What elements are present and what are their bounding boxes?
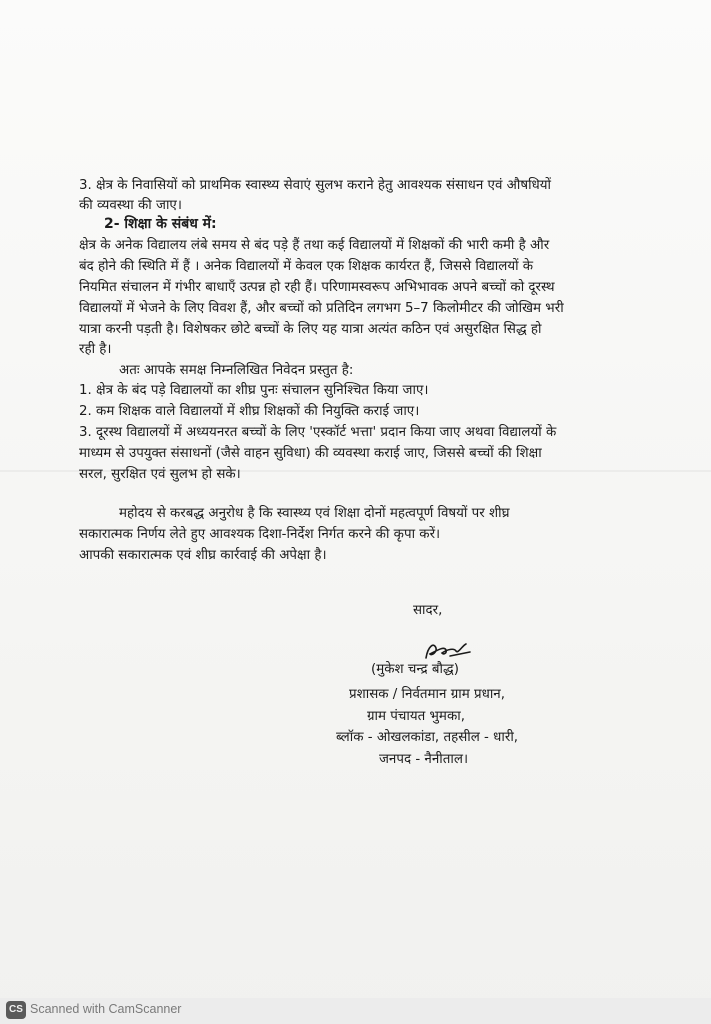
education-para-line: यात्रा करनी पड़ती है। विशेषकर छोटे बच्चों के लिए यह यात्रा अत्यंत कठिन एवं असुरक्षित सिद्ध हो [79, 322, 542, 337]
request-intro: अतः आपके समक्ष निम्नलिखित निवेदन प्रस्तुत है: [119, 363, 354, 378]
closing-para-line: आपकी सकारात्मक एवं शीघ्र कार्रवाई की अपेक्षा है। [79, 548, 327, 563]
closing-para-line: सकारात्मक निर्णय लेते हुए आवश्यक दिशा-निर्देश निर्गत करने की कृपा करें। [79, 527, 441, 542]
signatory-district: जनपद - नैनीताल। [379, 752, 469, 767]
education-para-line: रही है। [79, 342, 112, 357]
signatory-panchayat: ग्राम पंचायत भुमका, [367, 709, 465, 724]
closing-para-line: महोदय से करबद्ध अनुरोध है कि स्वास्थ्य एवं शिक्षा दोनों महत्वपूर्ण विषयों पर शीघ्र [119, 506, 510, 521]
education-heading: 2- शिक्षा के संबंध में: [104, 216, 217, 232]
education-para-line: विद्यालयों में भेजने के लिए विवश हैं, और बच्चों को प्रतिदिन लगभग 5–7 किलोमीटर की जोखिम भरी [79, 301, 564, 316]
request-item: माध्यम से उपयुक्त संसाधनों (जैसे वाहन सुविधा) की व्यवस्था कराई जाए, जिससे बच्चों की शिक्षा [79, 446, 542, 461]
request-item: 2. कम शिक्षक वाले विद्यालयों में शीघ्र शिक्षकों की नियुक्ति कराई जाए। [79, 404, 420, 419]
salutation: सादर, [413, 603, 443, 618]
request-item: 3. दूरस्थ विद्यालयों में अध्ययनरत बच्चों के लिए 'एस्कॉर्ट भत्ता' प्रदान किया जाए अथवा विद्यालयों के [79, 425, 557, 440]
signatory-block: ब्लॉक - ओखलकांडा, तहसील - धारी, [336, 730, 519, 745]
request-item: 1. क्षेत्र के बंद पड़े विद्यालयों का शीघ्र पुनः संचालन सुनिश्चित किया जाए। [79, 383, 429, 398]
education-para-line: क्षेत्र के अनेक विद्यालय लंबे समय से बंद पड़े हैं तथा कई विद्यालयों में शिक्षकों की भारी कमी है और [79, 238, 550, 253]
camscanner-label: Scanned with CamScanner [30, 1002, 182, 1016]
education-para-line: बंद होने की स्थिति में हैं । अनेक विद्यालयों में केवल एक शिक्षक कार्यरत हैं, जिससे विद्यालयों के [79, 259, 534, 274]
signatory-designation: प्रशासक / निर्वतमान ग्राम प्रधान, [349, 687, 505, 702]
education-para-line: नियमित संचालन में गंभीर बाधाएँ उत्पन्न हो रही हैं। परिणामस्वरूप अभिभावक अपने बच्चों को दूरस्थ [79, 280, 555, 295]
camscanner-logo-icon: CS [6, 1001, 26, 1019]
signatory-name: (मुकेश चन्द्र बौद्ध) [371, 662, 459, 677]
health-point-3-line-2: की व्यवस्था की जाए। [79, 198, 182, 213]
request-item: सरल, सुरक्षित एवं सुलभ हो सके। [79, 467, 241, 482]
health-point-3-line-1: 3. क्षेत्र के निवासियों को प्राथमिक स्वास्थ्य सेवाएं सुलभ कराने हेतु आवश्यक संसाधन एवं औषधियों [79, 178, 552, 193]
